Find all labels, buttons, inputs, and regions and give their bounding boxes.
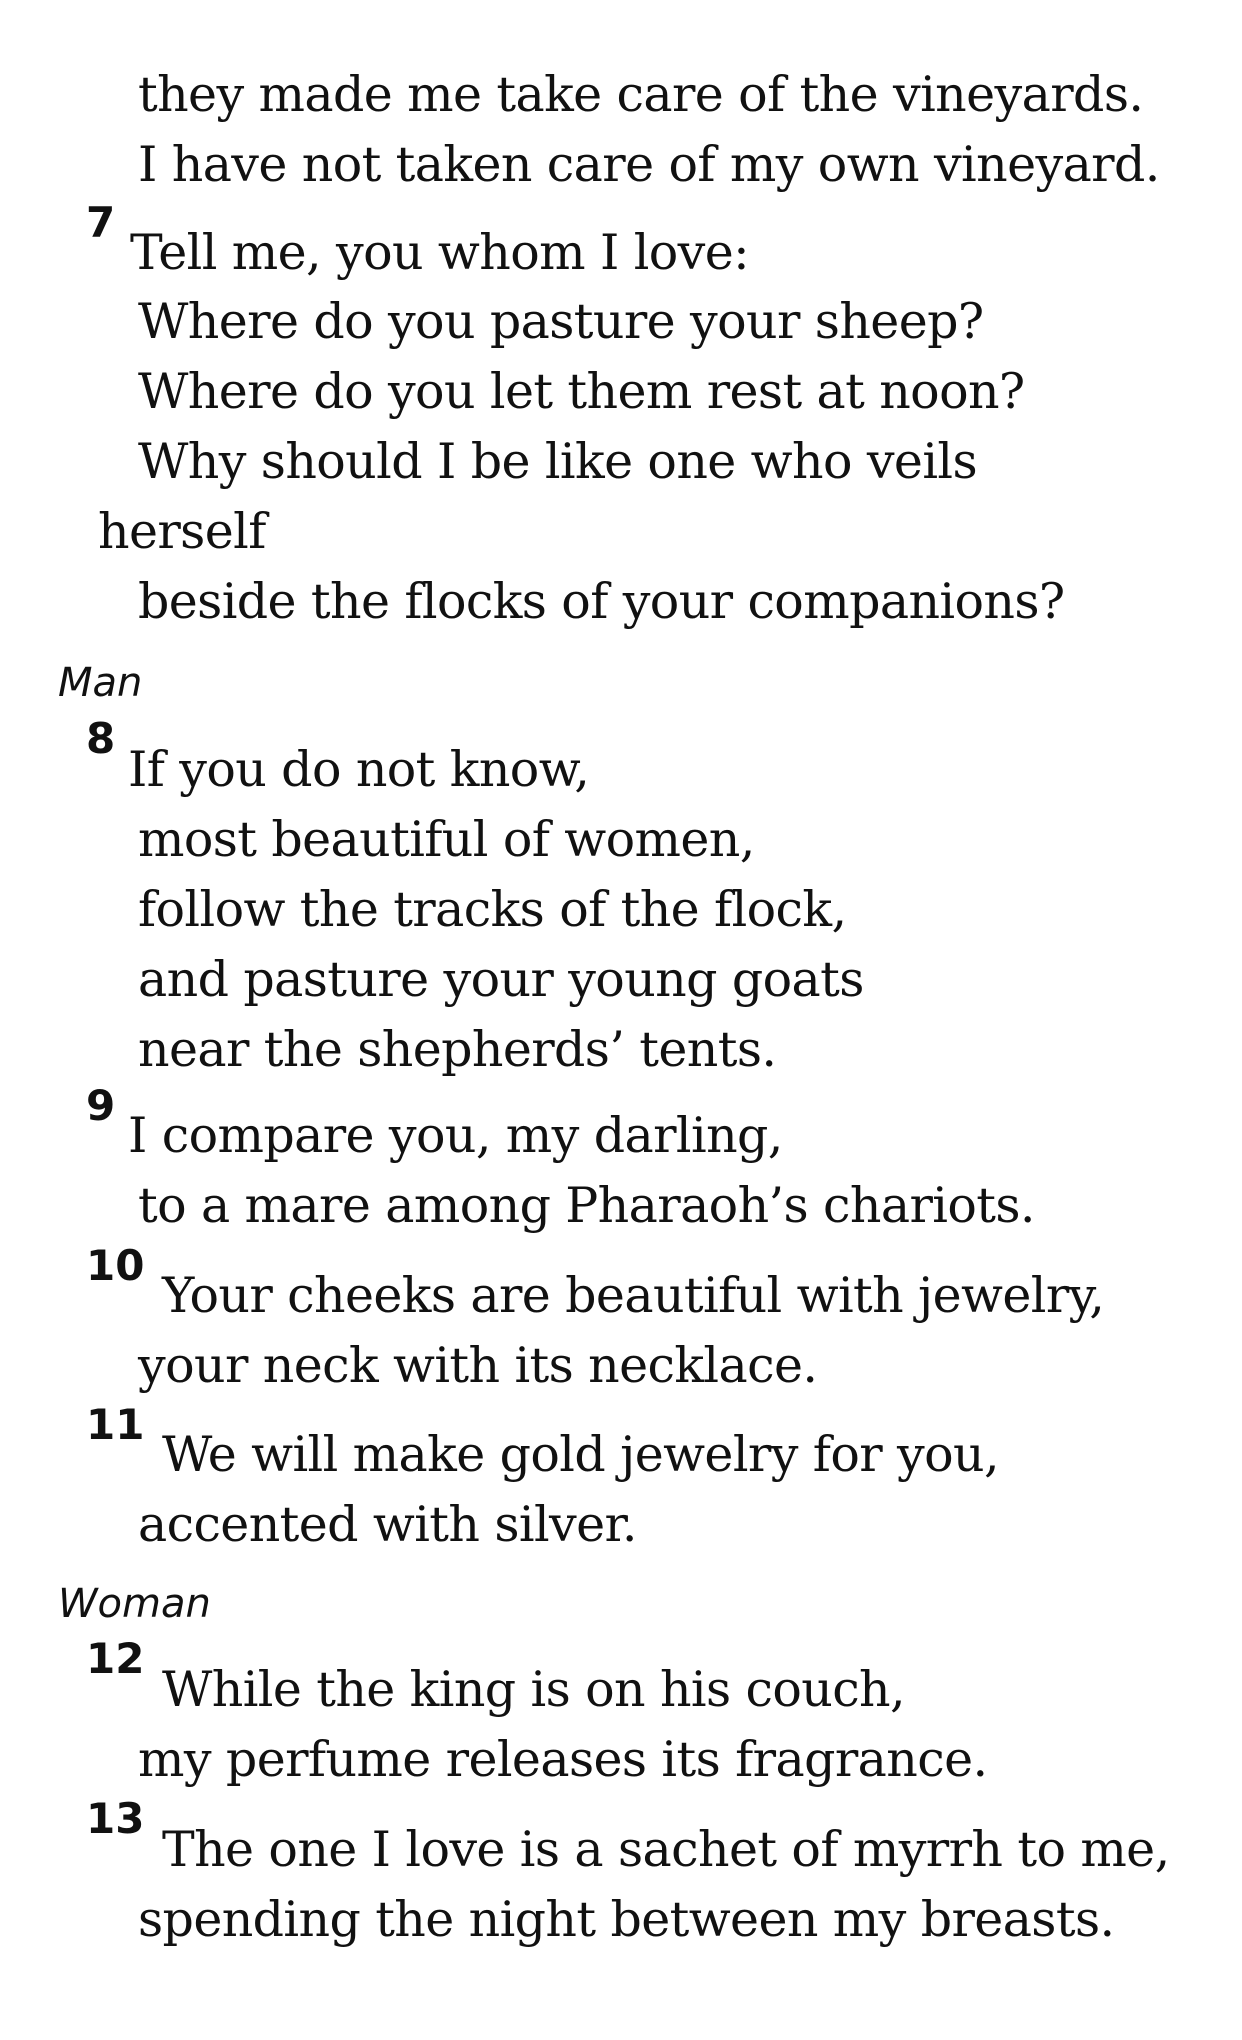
verse-line: they made me take care of the vineyards.	[138, 66, 1144, 123]
verse-number-7: 7	[86, 198, 116, 247]
verse-line: follow the tracks of the flock,	[138, 881, 847, 938]
verse-number-8: 8	[86, 714, 116, 763]
verse-line: herself	[98, 503, 266, 560]
verse-line: While the king is on his couch,	[162, 1661, 905, 1718]
verse-line: Where do you pasture your sheep?	[138, 293, 984, 350]
verse-line: I have not taken care of my own vineyard.	[138, 136, 1160, 193]
verse-line: spending the night between my breasts.	[138, 1891, 1115, 1948]
verse-number-10: 10	[86, 1241, 145, 1290]
verse-line: your neck with its necklace.	[138, 1337, 818, 1394]
verse-line: near the shepherds’ tents.	[138, 1021, 777, 1078]
verse-line: We will make gold jewelry for you,	[162, 1426, 999, 1483]
verse-line: If you do not know,	[128, 741, 590, 798]
verse-line: my perfume releases its fragrance.	[138, 1731, 988, 1788]
speaker-heading-woman: Woman	[58, 1581, 211, 1627]
verse-number-9: 9	[86, 1081, 116, 1130]
verse-line: to a mare among Pharaoh’s chariots.	[138, 1177, 1035, 1234]
verse-number-11: 11	[86, 1400, 145, 1449]
verse-line: I compare you, my darling,	[128, 1107, 783, 1164]
verse-line: The one I love is a sachet of myrrh to me,	[162, 1821, 1170, 1878]
verse-number-12: 12	[86, 1634, 145, 1683]
verse-line: beside the flocks of your companions?	[138, 573, 1065, 630]
verse-line: Your cheeks are beautiful with jewelry,	[162, 1267, 1105, 1324]
verse-number-13: 13	[86, 1794, 145, 1843]
verse-line: most beautiful of women,	[138, 811, 755, 868]
verse-line: Why should I be like one who veils	[138, 433, 978, 490]
speaker-heading-man: Man	[58, 660, 143, 706]
verse-line: Where do you let them rest at noon?	[138, 363, 1025, 420]
verse-line: accented with silver.	[138, 1496, 637, 1553]
verse-line: Tell me, you whom I love:	[130, 224, 750, 281]
verse-line: and pasture your young goats	[138, 951, 864, 1008]
